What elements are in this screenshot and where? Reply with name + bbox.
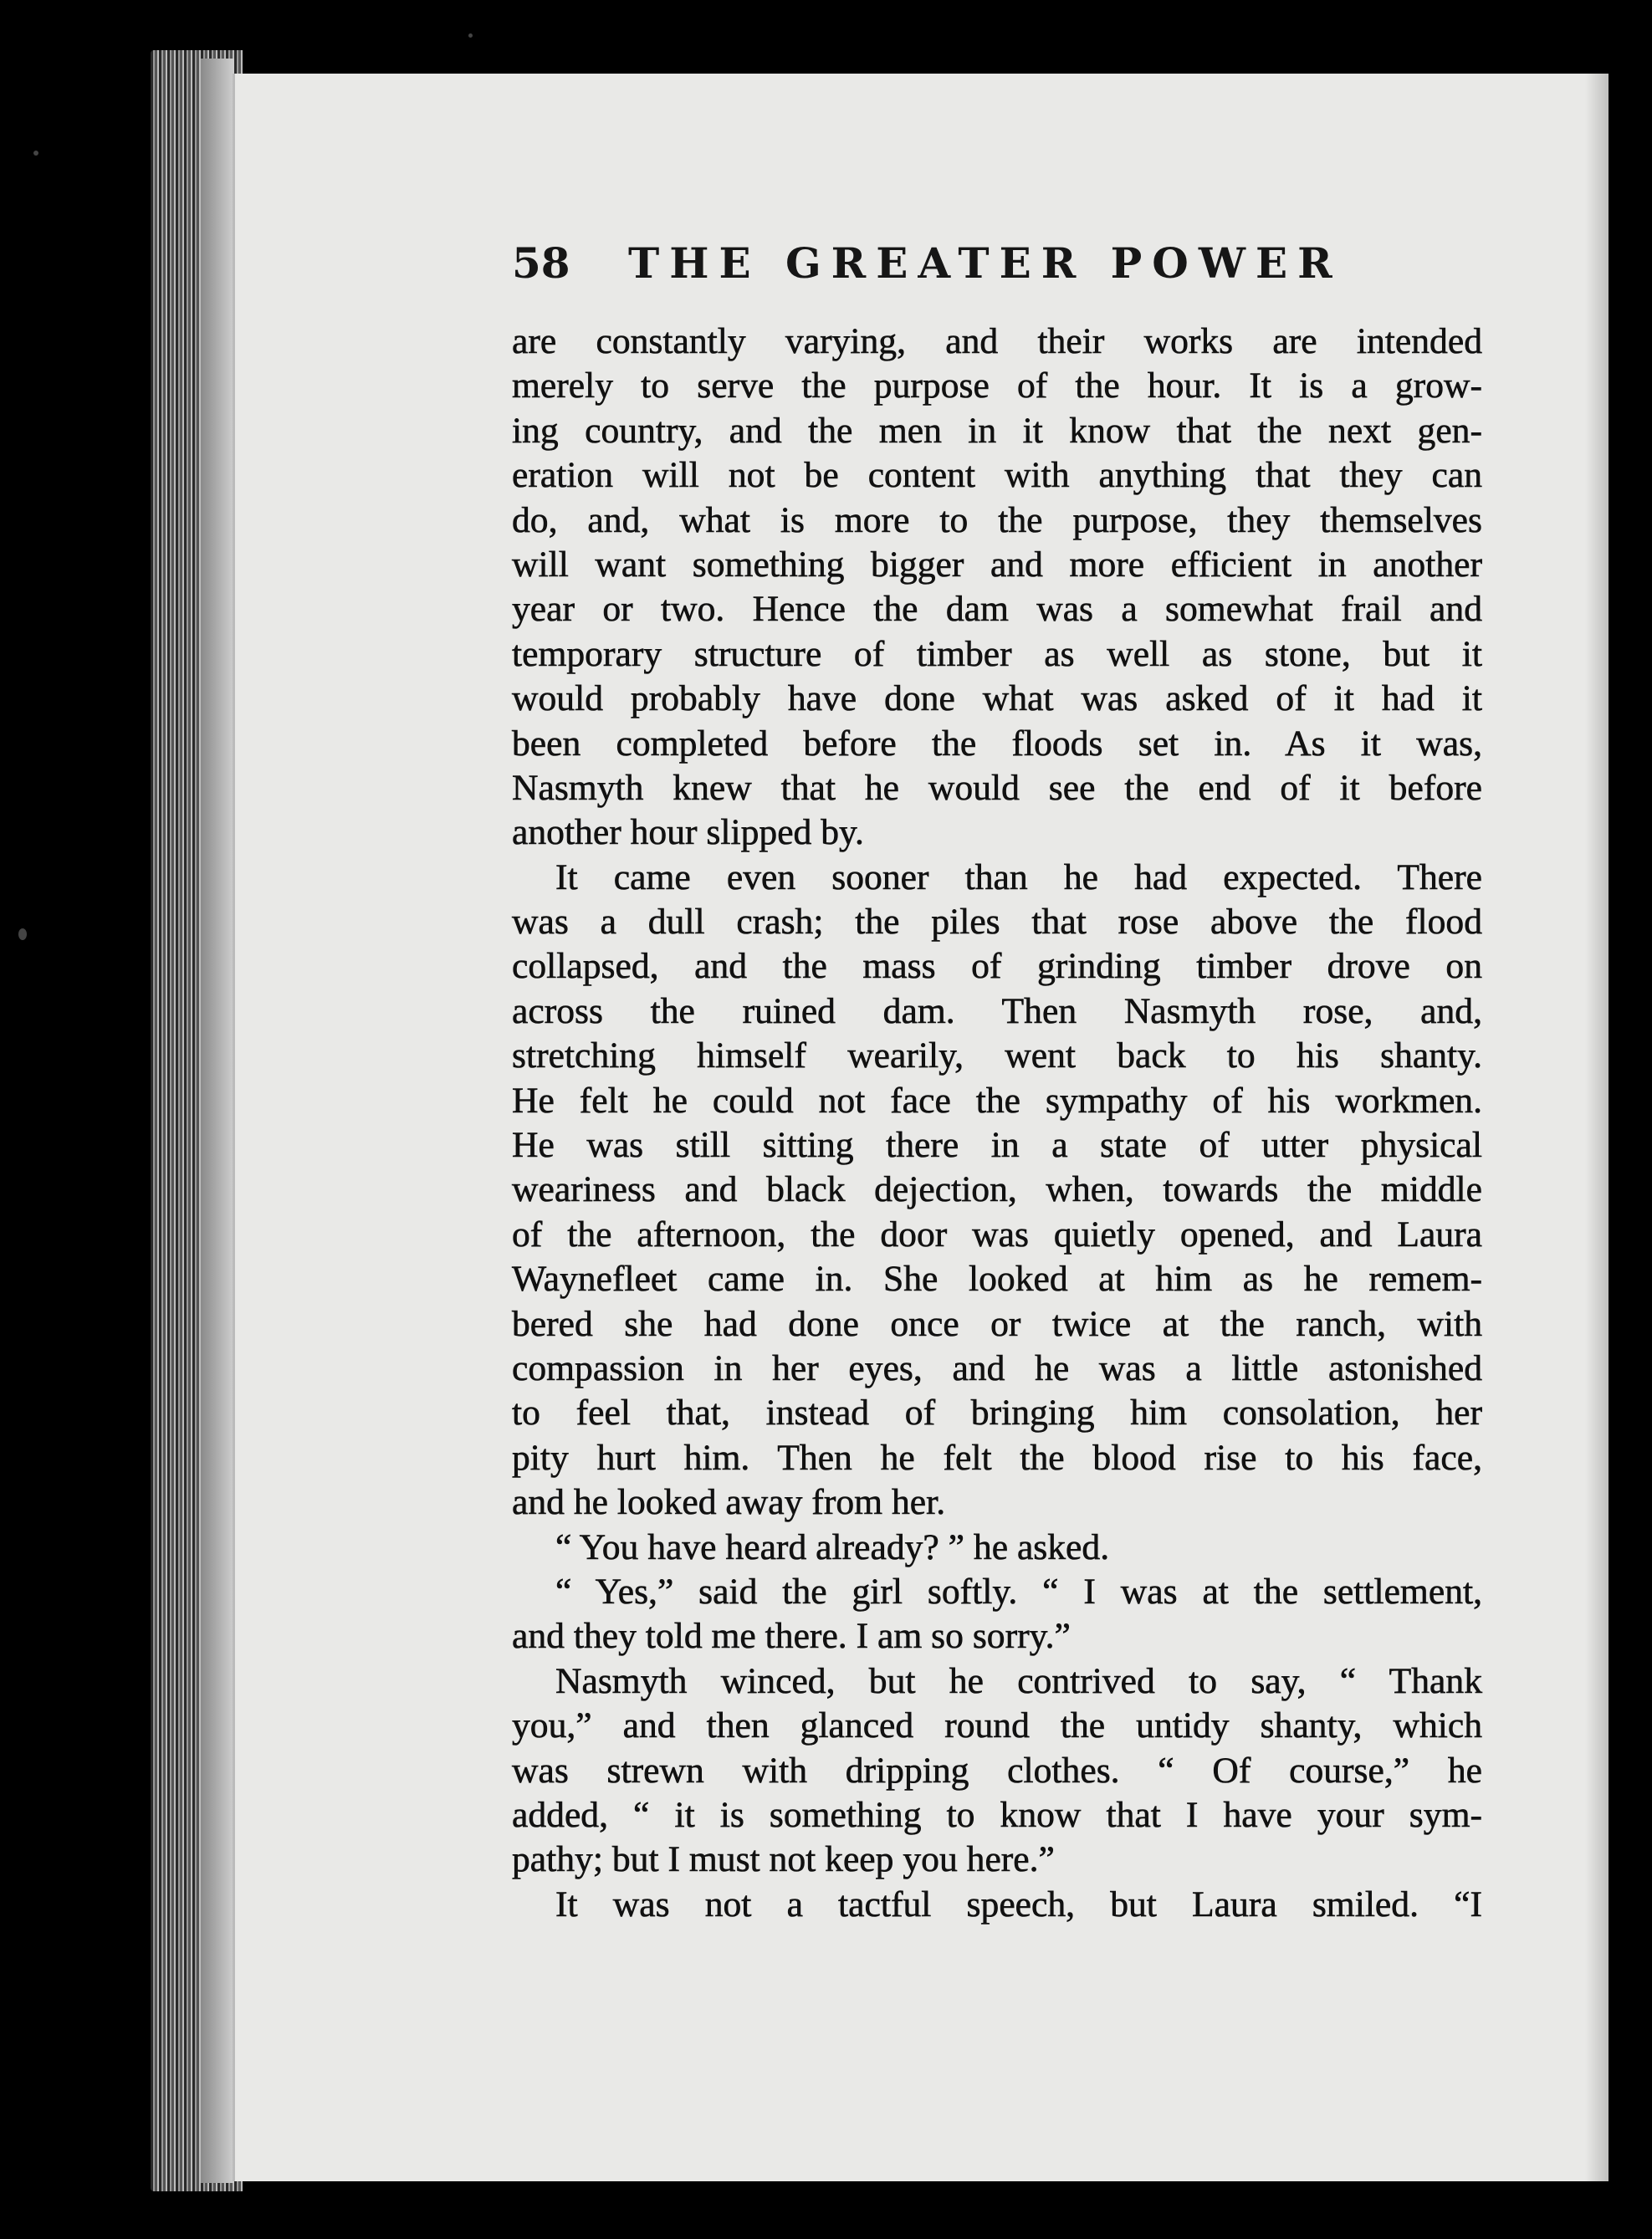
text-line: across the ruined dam. Then Nasmyth rose, and,	[512, 990, 1482, 1031]
text-line: Waynefleet came in. She looked at him as he remem-	[512, 1259, 1482, 1300]
text-line: of the afternoon, the door was quietly opened, and Laura	[512, 1214, 1482, 1255]
text-line: will want something bigger and more efficient in another	[512, 544, 1482, 585]
text-line: you,” and then glanced round the untidy shanty, which	[512, 1705, 1482, 1746]
text-line: “ Yes,” said the girl softly. “ I was at the settlement,	[555, 1571, 1482, 1612]
page-gutter-shadow	[1585, 74, 1609, 2181]
text-line: pathy; but I must not keep you here.”	[512, 1839, 1055, 1880]
text-line: was a dull crash; the piles that rose above the flood	[512, 902, 1482, 943]
book-title: THE GREATER POWER	[628, 238, 1343, 288]
text-line: He was still sitting there in a state of utter physical	[512, 1125, 1482, 1166]
scan-speck	[468, 33, 473, 38]
text-line: Nasmyth winced, but he contrived to say, “ Thank	[555, 1660, 1482, 1701]
text-line: eration will not be content with anything that they can	[512, 455, 1482, 496]
text-line: and he looked away from her.	[512, 1482, 946, 1523]
text-line: It came even sooner than he had expected. There	[555, 856, 1482, 897]
text-line: It was not a tactful speech, but Laura smiled. “I	[555, 1884, 1482, 1925]
text-line: been completed before the floods set in. As it was,	[512, 723, 1482, 764]
text-line: was strewn with dripping clothes. “ Of course,” he	[512, 1750, 1482, 1791]
scan-speck	[33, 151, 38, 156]
text-line: are constantly varying, and their works are intended	[512, 321, 1482, 361]
book-page-edges-inner	[201, 59, 234, 2183]
text-line: added, “ it is something to know that I have your sym-	[512, 1794, 1482, 1835]
text-line: merely to serve the purpose of the hour. It is a grow-	[512, 365, 1482, 406]
text-line: another hour slipped by.	[512, 812, 864, 853]
text-line: temporary structure of timber as well as stone, but it	[512, 633, 1482, 674]
text-line: “ You have heard already? ” he asked.	[555, 1526, 1110, 1567]
text-line: to feel that, instead of bringing him consolation, her	[512, 1393, 1482, 1434]
text-line: Nasmyth knew that he would see the end of it before	[512, 767, 1482, 808]
text-line: year or two. Hence the dam was a somewhat frail and	[512, 589, 1482, 630]
text-line: stretching himself wearily, went back to his shanty.	[512, 1035, 1482, 1076]
text-line: He felt he could not face the sympathy of his workmen.	[512, 1080, 1482, 1121]
body-text	[512, 319, 1482, 1927]
text-line: would probably have done what was asked of it had it	[512, 678, 1482, 719]
text-line: pity hurt him. Then he felt the blood rise to his face,	[512, 1437, 1482, 1478]
scan-speck	[18, 928, 27, 940]
text-line: and they told me there. I am so sorry.”	[512, 1616, 1071, 1657]
text-line: compassion in her eyes, and he was a little astonished	[512, 1347, 1482, 1388]
text-line: do, and, what is more to the purpose, they themselves	[512, 499, 1482, 540]
text-line: bered she had done once or twice at the ranch, with	[512, 1303, 1482, 1344]
text-line: weariness and black dejection, when, towards the middle	[512, 1169, 1482, 1210]
text-line: collapsed, and the mass of grinding timber drove on	[512, 946, 1482, 987]
text-line: ing country, and the men in it know that the next gen-	[512, 410, 1482, 451]
page-number: 58	[512, 238, 570, 288]
running-head	[512, 238, 1432, 297]
